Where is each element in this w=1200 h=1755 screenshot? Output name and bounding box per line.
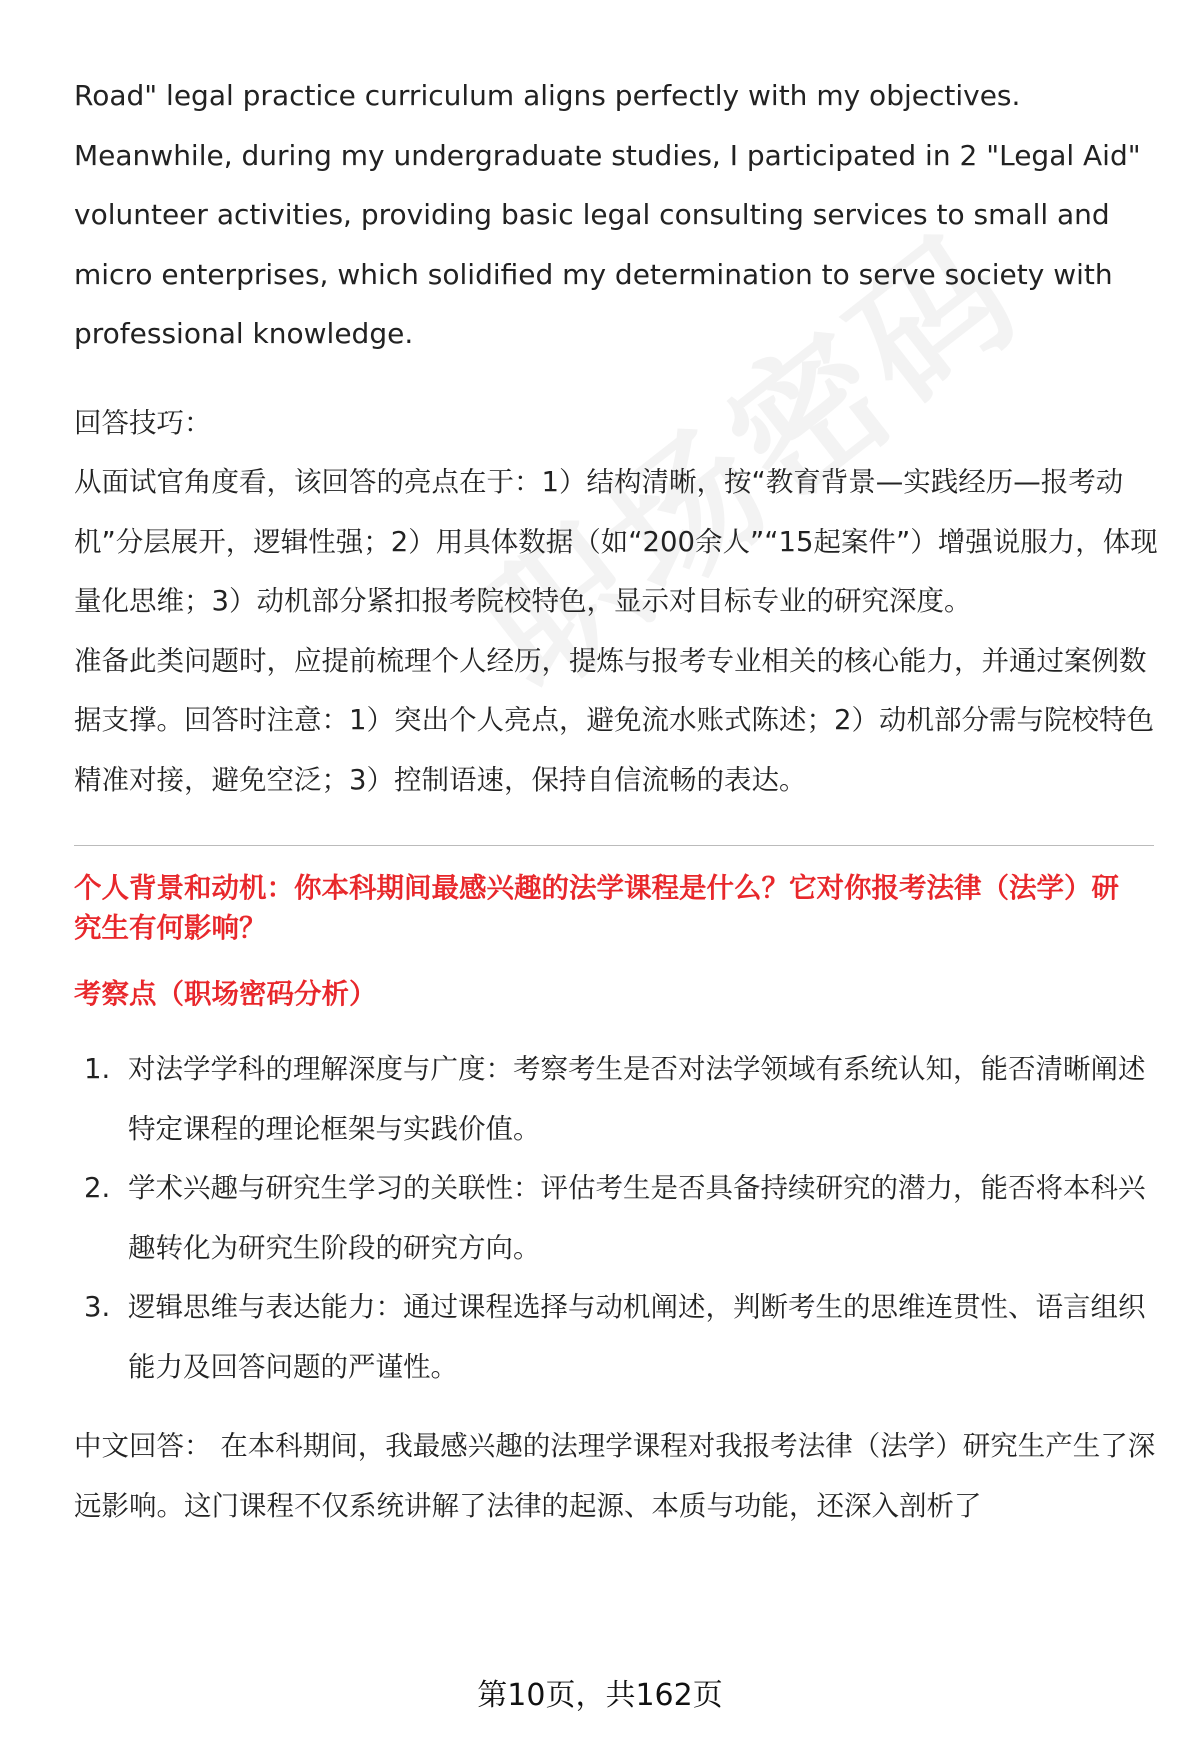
assessment-points-heading: 考察点（职场密码分析） xyxy=(74,978,377,1010)
list-item xyxy=(74,1159,1164,1278)
list-item-number: 1. xyxy=(84,1053,111,1085)
list-item xyxy=(74,1040,1164,1159)
list-item-text: 对法学学科的理解深度与广度：考察考生是否对法学领域有系统认知，能否清晰阐述特定课程的理论框架与实践价值。 xyxy=(128,1053,1146,1145)
page-content xyxy=(74,66,1164,1564)
assessment-points-list xyxy=(74,1040,1164,1397)
list-item xyxy=(74,1278,1164,1397)
list-item-text: 逻辑思维与表达能力：通过课程选择与动机阐述，判断考生的思维连贯性、语言组织能力及回答问题的严谨性。 xyxy=(128,1291,1146,1383)
page-number: 第10页，共162页 xyxy=(477,1678,723,1713)
tips-paragraph-1: 从面试官角度看，该回答的亮点在于：1）结构清晰，按“教育背景—实践经历—报考动机”分层展开，逻辑性强；2）用具体数据（如“200余人”“15起案件”）增强说服力，体现量化思维；3）动机部分紧扣报考院校特色，显示对目标专业的研究深度。 xyxy=(74,466,1158,617)
tips-label: 回答技巧： xyxy=(74,406,212,439)
intro-paragraph: Road" legal practice curriculum aligns perfectly with my objectives. Meanwhile, during my undergraduate studies, I participated in 2 "Legal Aid" volunteer activities, providing basic legal consulting services to small and micro enterprises, which solidified my determination to serve society with professional knowledge. xyxy=(74,79,1141,350)
list-item-number: 3. xyxy=(84,1291,111,1323)
chinese-answer-paragraph: 中文回答： 在本科期间，我最感兴趣的法理学课程对我报考法律（法学）研究生产生了深远影响。这门课程不仅系统讲解了法律的起源、本质与功能，还深入剖析了 xyxy=(74,1430,1156,1522)
list-item-number: 2. xyxy=(84,1172,111,1204)
list-item-text: 学术兴趣与研究生学习的关联性：评估考生是否具备持续研究的潜力，能否将本科兴趣转化为研究生阶段的研究方向。 xyxy=(128,1172,1146,1264)
section-divider xyxy=(74,845,1154,846)
tips-paragraph-2: 准备此类问题时，应提前梳理个人经历，提炼与报考专业相关的核心能力，并通过案例数据支撑。回答时注意：1）突出个人亮点，避免流水账式陈述；2）动机部分需与院校特色精准对接，避免空泛；3）控制语速，保持自信流畅的表达。 xyxy=(74,644,1154,796)
question-heading: 个人背景和动机：你本科期间最感兴趣的法学课程是什么？它对你报考法律（法学）研究生有何影响？ xyxy=(74,872,1119,944)
